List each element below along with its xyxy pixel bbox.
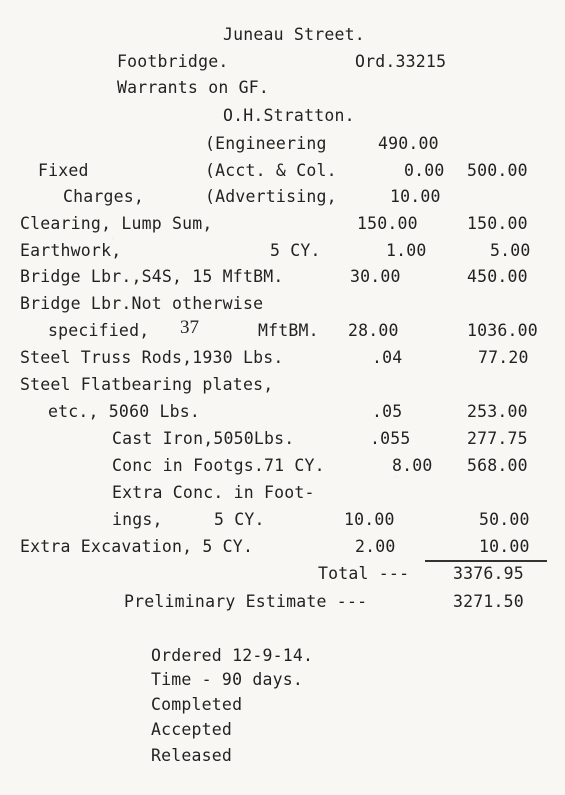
warrants-line: Warrants on GF. xyxy=(117,78,270,97)
item-unit: .05 xyxy=(372,402,403,421)
item-desc: Bridge Lbr.Not otherwise xyxy=(20,294,264,313)
status-accepted: Accepted xyxy=(151,720,233,739)
item-unit: 2.00 xyxy=(355,537,396,556)
item-qty: 5 CY. xyxy=(214,510,265,529)
item-desc: Clearing, Lump Sum, xyxy=(20,214,213,233)
total-label: Total --- xyxy=(318,564,410,583)
item-amount: 450.00 xyxy=(467,267,528,286)
item-unit: .055 xyxy=(370,429,411,448)
estimate-label: Preliminary Estimate --- xyxy=(124,592,368,611)
street-title: Juneau Street. xyxy=(223,25,365,44)
total-amount: 3376.95 xyxy=(453,564,524,583)
estimate-amount: 3271.50 xyxy=(453,592,524,611)
project-title: Footbridge. xyxy=(117,52,229,71)
item-unit: 8.00 xyxy=(392,456,433,475)
item-desc: Bridge Lbr.,S4S, 15 MftBM. xyxy=(20,267,284,286)
item-desc: Extra Excavation, 5 CY. xyxy=(20,537,254,556)
item-desc: Conc in Footgs.71 CY. xyxy=(112,456,325,475)
item-desc: Extra Conc. in Foot- xyxy=(112,483,315,502)
item-desc: Steel Flatbearing plates, xyxy=(20,375,274,394)
item-desc-continued: ings, xyxy=(112,510,163,529)
item-qty-handwritten: 37 xyxy=(180,317,199,338)
item-amount: 277.75 xyxy=(467,429,528,448)
engineering-amount: 490.00 xyxy=(378,134,439,153)
order-number: Ord.33215 xyxy=(355,52,447,71)
item-unit: 30.00 xyxy=(350,267,401,286)
item-amount: 10.00 xyxy=(479,537,530,556)
bracket-advertising: (Advertising, xyxy=(205,187,337,206)
contractor-name: O.H.Stratton. xyxy=(223,106,355,125)
item-unit: 1.00 xyxy=(386,241,427,260)
status-completed: Completed xyxy=(151,695,243,714)
status-released: Released xyxy=(151,746,233,765)
item-unit: 150.00 xyxy=(357,214,418,233)
item-amount: 253.00 xyxy=(467,402,528,421)
item-amount: 568.00 xyxy=(467,456,528,475)
charges-label: Charges, xyxy=(63,187,145,206)
fixed-charges-total: 500.00 xyxy=(467,161,528,180)
item-qty: 5 CY. xyxy=(270,241,321,260)
bracket-acct-col: (Acct. & Col. xyxy=(205,161,337,180)
acct-col-amount: 0.00 xyxy=(404,161,445,180)
item-desc-continued: specified, xyxy=(48,321,150,340)
item-amount: 77.20 xyxy=(478,348,529,367)
item-amount: 5.00 xyxy=(490,241,531,260)
item-desc: Cast Iron,5050Lbs. xyxy=(112,429,295,448)
item-unit: 28.00 xyxy=(348,321,399,340)
item-amount: 150.00 xyxy=(467,214,528,233)
fixed-label: Fixed xyxy=(38,161,89,180)
advertising-amount: 10.00 xyxy=(390,187,441,206)
item-desc: Earthwork, xyxy=(20,241,122,260)
item-unit: .04 xyxy=(372,348,403,367)
sum-rule xyxy=(425,560,547,562)
item-amount: 50.00 xyxy=(479,510,530,529)
item-unit-label: MftBM. xyxy=(258,321,319,340)
item-unit: 10.00 xyxy=(344,510,395,529)
bracket-engineering: (Engineering xyxy=(205,134,327,153)
item-amount: 1036.00 xyxy=(467,321,538,340)
item-desc: Steel Truss Rods,1930 Lbs. xyxy=(20,348,284,367)
item-desc-continued: etc., 5060 Lbs. xyxy=(48,402,201,421)
ordered-date: Ordered 12-9-14. xyxy=(151,646,314,665)
time-allowed: Time - 90 days. xyxy=(151,670,304,689)
